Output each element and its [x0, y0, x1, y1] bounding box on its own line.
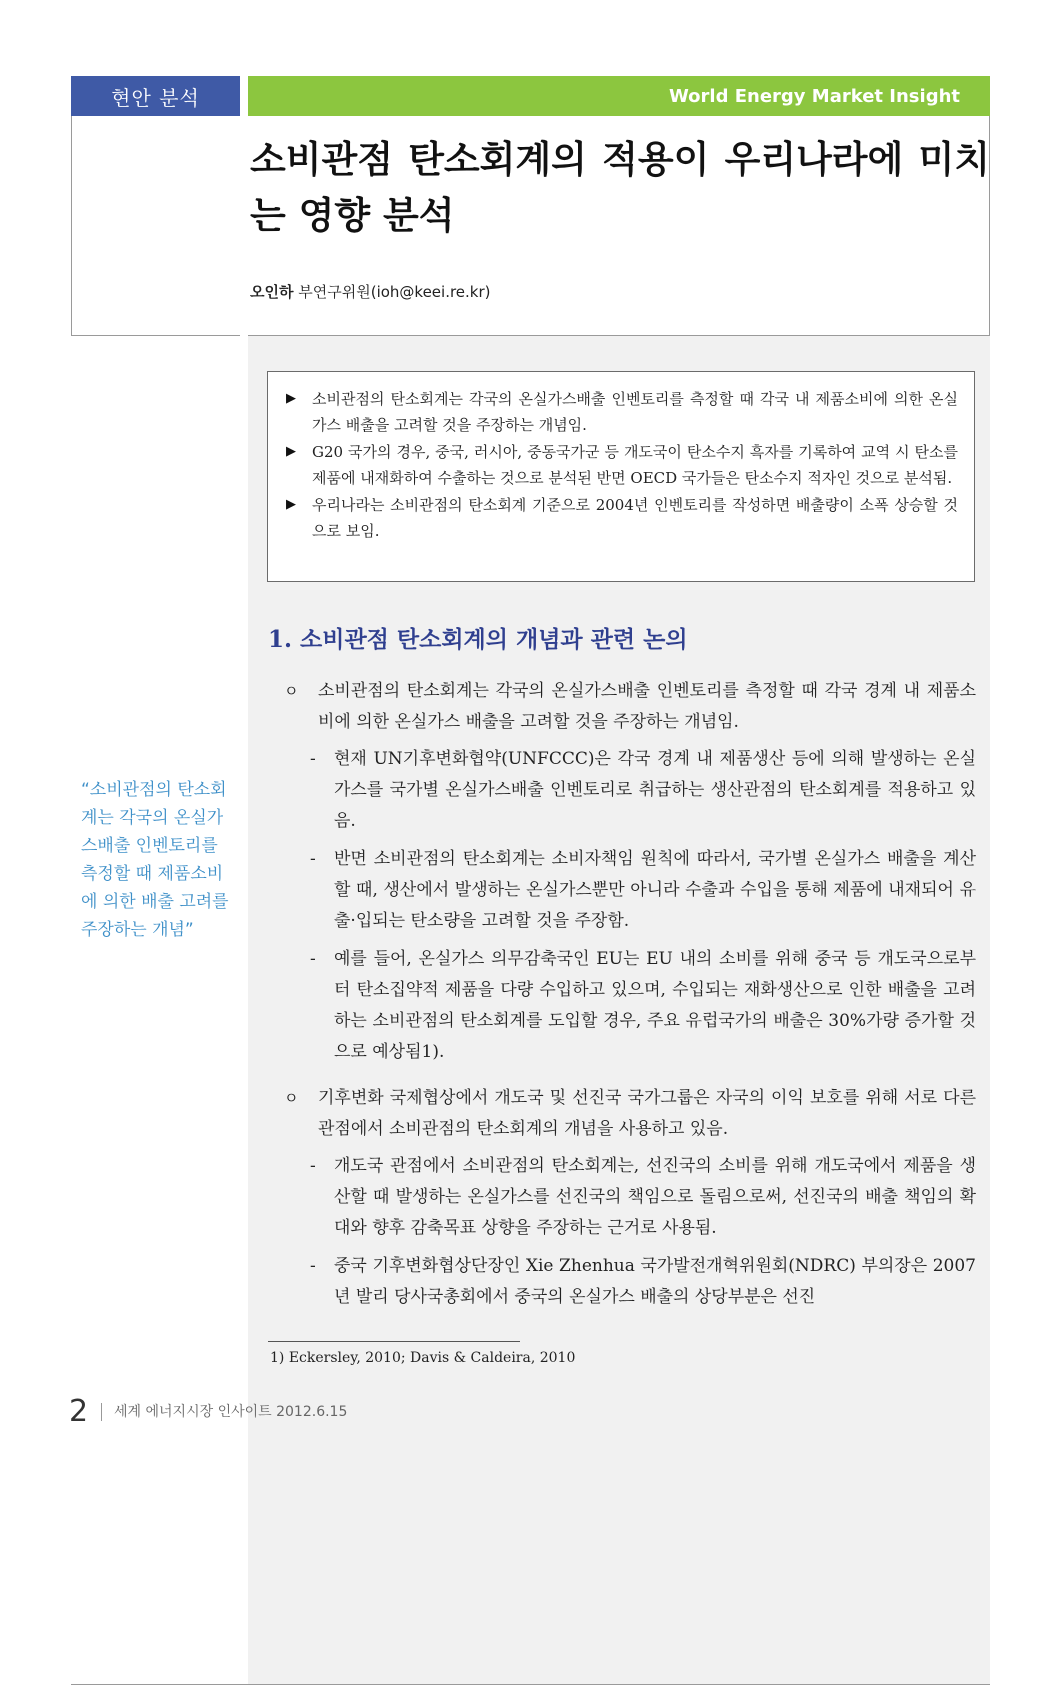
arrow-bullet-icon: ▶	[286, 497, 296, 512]
dash-bullet-icon: -	[310, 949, 316, 969]
series-label: World Energy Market Insight	[248, 76, 990, 116]
arrow-bullet-icon: ▶	[286, 444, 296, 459]
dash-bullet-icon: -	[310, 1156, 316, 1176]
left-frame-line	[71, 116, 72, 336]
category-label: 현안 분석	[71, 76, 240, 116]
summary-item: ▶ 우리나라는 소비관점의 탄소회계 기준으로 2004년 인벤토리를 작성하면 배출량이 소폭 상승할 것으로 보임.	[286, 492, 958, 544]
section-heading: 1. 소비관점 탄소회계의 개념과 관련 논의	[268, 626, 688, 653]
page-title: 소비관점 탄소회계의 적용이 우리나라에 미치는 영향 분석	[250, 138, 990, 237]
body-subpoint: - 중국 기후변화협상단장인 Xie Zhenhua 국가발전개혁위원회(NDRC) 부의장은 2007년 발리 당사국총회에서 중국의 온실가스 배출의 상당부분은 선진	[310, 1251, 976, 1313]
body-subpoint: - 반면 소비관점의 탄소회계는 소비자책임 원칙에 따라서, 국가별 온실가스 배출을 계산할 때, 생산에서 발생하는 온실가스뿐만 아니라 수출과 수입을 통해 제품에 내재되어 유출·입되는 탄소량을 고려할 것을 주장함.	[310, 844, 976, 937]
dash-bullet-icon: -	[310, 849, 316, 869]
body-subpoint: - 현재 UN기후변화협약(UNFCCC)은 각국 경계 내 제품생산 등에 의해 발생하는 온실가스를 국가별 온실가스배출 인벤토리로 취급하는 생산관점의 탄소회계를 적용하고 있음.	[310, 744, 976, 837]
footer-publication: 세계 에너지시장 인사이트 2012.6.15	[114, 1404, 348, 1420]
summary-box	[267, 371, 975, 582]
circle-bullet-icon: ㅇ	[284, 682, 299, 700]
footer-separator	[101, 1403, 102, 1421]
footnote-rule	[268, 1341, 520, 1342]
author-role: 부연구위원(ioh@keei.re.kr)	[298, 283, 491, 301]
dash-bullet-icon: -	[310, 1256, 316, 1276]
divider-left	[71, 335, 240, 336]
footnote: 1) Eckersley, 2010; Davis & Caldeira, 2010	[270, 1350, 576, 1366]
article-body	[284, 676, 976, 1320]
body-subpoint: - 개도국 관점에서 소비관점의 탄소회계는, 선진국의 소비를 위해 개도국에서 제품을 생산할 때 발생하는 온실가스를 선진국의 책임으로 돌림으로써, 선진국의 배출 책임의 확대와 향후 감축목표 상향을 주장하는 근거로 사용됨.	[310, 1151, 976, 1244]
circle-bullet-icon: ㅇ	[284, 1089, 299, 1107]
body-point: ㅇ 기후변화 국제협상에서 개도국 및 선진국 국가그룹은 자국의 이익 보호를 위해 서로 다른 관점에서 소비관점의 탄소회계의 개념을 사용하고 있음.	[284, 1083, 976, 1145]
summary-item: ▶ 소비관점의 탄소회계는 각국의 온실가스배출 인벤토리를 측정할 때 각국 내 제품소비에 의한 온실가스 배출을 고려할 것을 주장하는 개념임.	[286, 386, 958, 438]
author-name: 오인하	[250, 283, 294, 301]
summary-item: ▶ G20 국가의 경우, 중국, 러시아, 중동국가군 등 개도국이 탄소수지 흑자를 기록하여 교역 시 탄소를 제품에 내재화하여 수출하는 것으로 분석된 반면 OECD 국가들은 탄소수지 적자인 것으로 분석됨.	[286, 439, 958, 491]
pull-quote: “소비관점의 탄소회계는 각국의 온실가스배출 인벤토리를 측정할 때 제품소비에 의한 배출 고려를 주장하는 개념”	[81, 780, 229, 940]
arrow-bullet-icon: ▶	[286, 391, 296, 406]
dash-bullet-icon: -	[310, 749, 316, 769]
page-number: 2	[69, 1394, 89, 1429]
author-line	[250, 281, 491, 302]
body-point: ㅇ 소비관점의 탄소회계는 각국의 온실가스배출 인벤토리를 측정할 때 각국 경계 내 제품소비에 의한 온실가스 배출을 고려할 것을 주장하는 개념임.	[284, 676, 976, 738]
body-subpoint: - 예를 들어, 온실가스 의무감축국인 EU는 EU 내의 소비를 위해 중국 등 개도국으로부터 탄소집약적 제품을 다량 수입하고 있으며, 수입되는 재화생산으로 인한 배출을 고려하는 소비관점의 탄소회계를 도입할 경우, 주요 유럽국가의 배출은 30%가량 증가할 것으로 예상됨1).	[310, 944, 976, 1068]
